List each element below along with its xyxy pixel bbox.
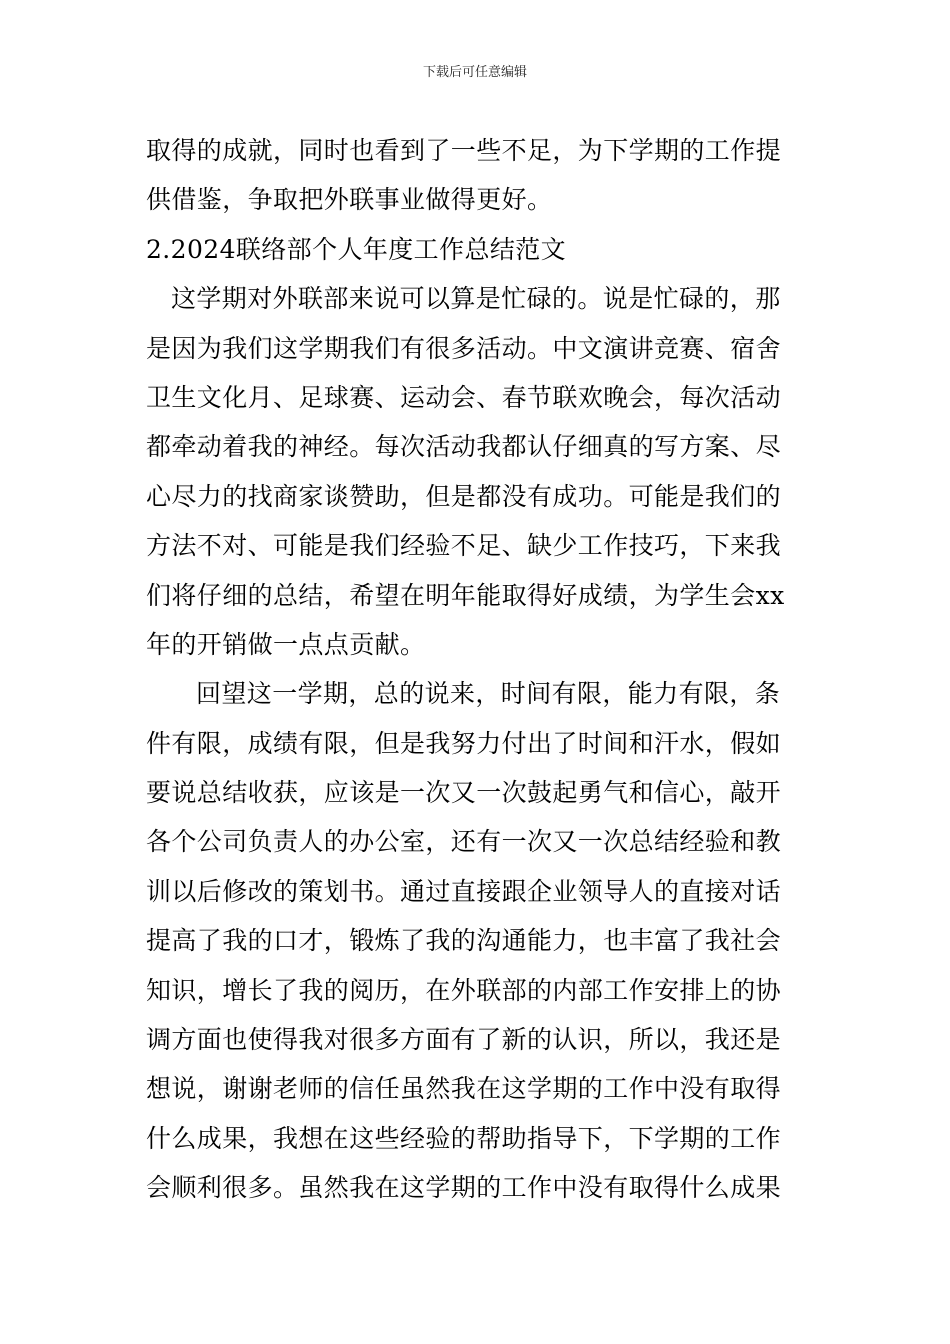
- text-line: 心尽力的找商家谈赞助，但是都没有成功。可能是我们的: [146, 481, 782, 511]
- text-line: 什么成果，我想在这些经验的帮助指导下，下学期的工作: [146, 1123, 782, 1153]
- text-line: 知识，增长了我的阅历，在外联部的内部工作安排上的协: [146, 975, 782, 1005]
- text-line: 是因为我们这学期我们有很多活动。中文演讲竞赛、宿舍: [146, 333, 782, 363]
- text-line: 这学期对外联部来说可以算是忙碌的。说是忙碌的，那: [171, 284, 781, 314]
- text-line: 训以后修改的策划书。通过直接跟企业领导人的直接对话: [146, 876, 782, 906]
- text-line: 供借鉴，争取把外联事业做得更好。: [146, 185, 553, 215]
- text-line: 方法不对、可能是我们经验不足、缺少工作技巧，下来我: [146, 531, 782, 561]
- text-line: 都牵动着我的神经。每次活动我都认仔细真的写方案、尽: [146, 432, 782, 462]
- text-line: 调方面也使得我对很多方面有了新的认识，所以，我还是: [146, 1025, 782, 1055]
- section-heading: 2.2024联络部个人年度工作总结范文: [146, 234, 567, 264]
- text-line: 卫生文化月、足球赛、运动会、春节联欢晚会，每次活动: [146, 382, 782, 412]
- text-line: 件有限，成绩有限，但是我努力付出了时间和汗水，假如: [146, 728, 782, 758]
- text-line: 提高了我的口才，锻炼了我的沟通能力，也丰富了我社会: [146, 926, 782, 956]
- text-line: 想说，谢谢老师的信任虽然我在这学期的工作中没有取得: [146, 1074, 782, 1104]
- document-body: [146, 126, 806, 1213]
- page-header: 下载后可任意编辑: [422, 65, 527, 80]
- text-line: 各个公司负责人的办公室，还有一次又一次总结经验和教: [146, 827, 782, 857]
- text-line: 取得的成就，同时也看到了一些不足，为下学期的工作提: [146, 136, 782, 165]
- text-line: 要说总结收获，应该是一次又一次鼓起勇气和信心，敲开: [146, 778, 782, 808]
- text-line: 们将仔细的总结，希望在明年能取得好成绩，为学生会xx: [146, 580, 785, 610]
- text-line: 会顺利很多。虽然我在这学期的工作中没有取得什么成果: [146, 1173, 782, 1203]
- text-line: 年的开销做一点点贡献。: [146, 629, 426, 659]
- text-line: 回望这一学期，总的说来，时间有限，能力有限，条: [196, 679, 781, 709]
